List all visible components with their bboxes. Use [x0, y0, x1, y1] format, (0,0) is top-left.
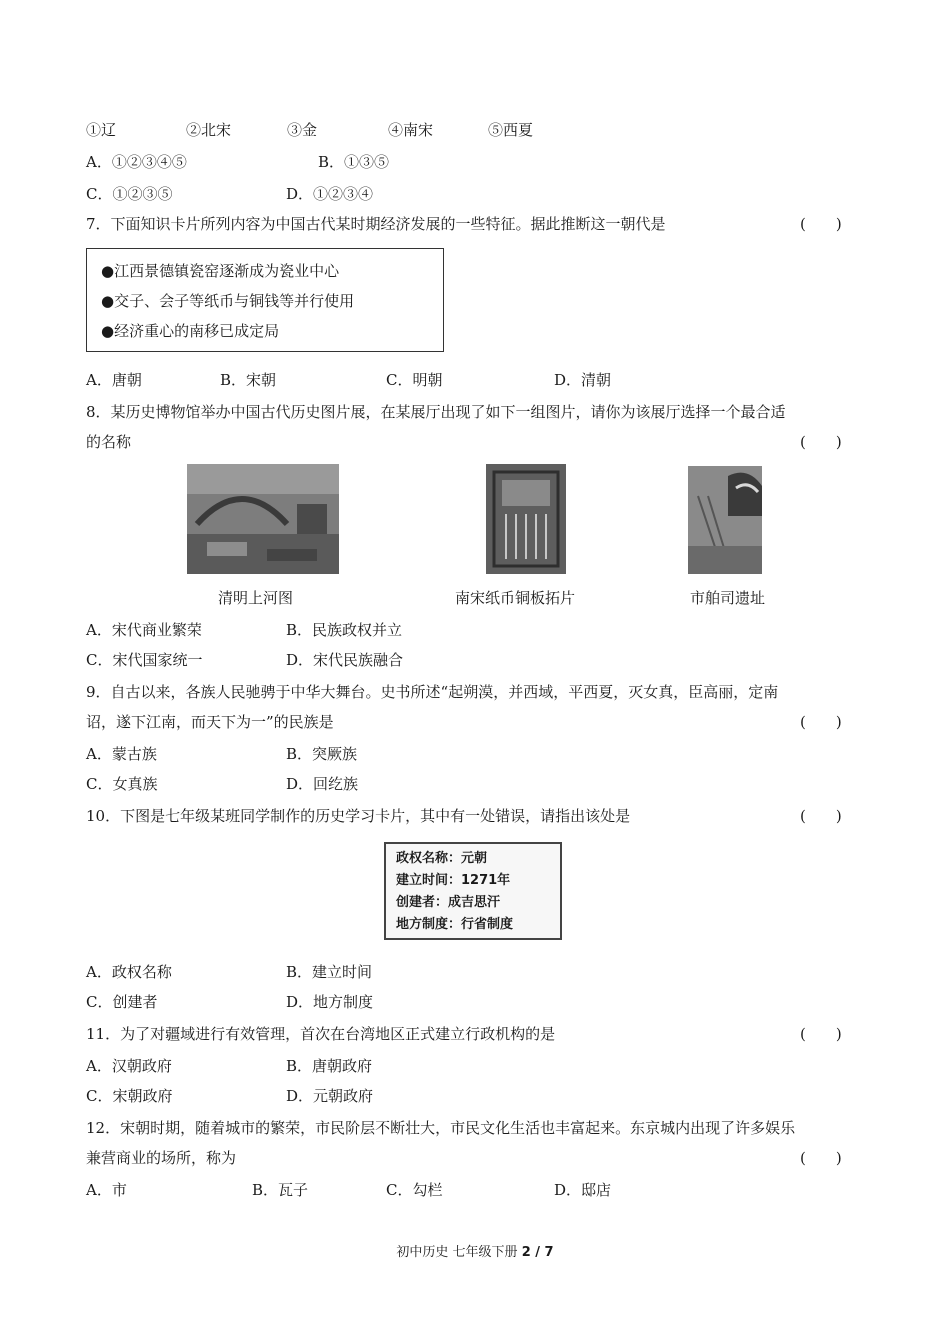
caption-qingming: 清明上河图	[218, 589, 294, 607]
q9-option-c: C．女真族	[86, 775, 158, 793]
caption-paper-money: 南宋纸币铜板拓片	[455, 589, 576, 607]
q8-option-b: B．民族政权并立	[286, 621, 403, 639]
q11-stem: 11．为了对疆域进行有效管理，首次在台湾地区正式建立行政机构的是	[86, 1025, 556, 1043]
q10-option-d: D．地方制度	[286, 993, 374, 1011]
q10-card-line-1: 政权名称：元朝	[396, 851, 488, 866]
q7-knowledge-card	[86, 248, 444, 352]
page-number: 2 / 7	[521, 1245, 554, 1260]
q11-option-a: A．汉朝政府	[86, 1057, 172, 1075]
q10-option-c: C．创建者	[86, 993, 158, 1011]
q6-item-5: ⑤西夏	[488, 121, 534, 139]
q8-option-a: A．宋代商业繁荣	[86, 621, 202, 639]
q7-card-line-3: ●经济重心的南移已成定局	[101, 322, 280, 340]
q10-option-a: A．政权名称	[86, 963, 172, 981]
q10-stem: 10．下图是七年级某班同学制作的历史学习卡片，其中有一处错误，请指出该处是	[86, 807, 631, 825]
qingming-scroll-image	[187, 464, 339, 574]
q12-answer-paren: ( )	[800, 1149, 842, 1167]
q9-stem-line-1: 9．自古以来，各族人民驰骋于中华大舞台。史书所述“起朔漠，并西域，平西夏，灭女真，臣高丽，定南	[86, 683, 779, 701]
q8-answer-paren: ( )	[800, 433, 842, 451]
q11-option-d: D．元朝政府	[286, 1087, 374, 1105]
q9-stem-line-2: 诏，遂下江南，而天下为一”的民族是	[86, 713, 334, 731]
q10-card-line-3: 创建者：成吉思汗	[396, 895, 501, 910]
q7-option-d: D．清朝	[554, 371, 612, 389]
q12-option-d: D．邸店	[554, 1181, 612, 1199]
q6-item-2: ②北宋	[186, 121, 232, 139]
q12-option-a: A．市	[86, 1181, 127, 1199]
q12-option-c: C．勾栏	[386, 1181, 443, 1199]
q7-card-line-1: ●江西景德镇瓷窑逐渐成为瓷业中心	[101, 262, 340, 280]
q10-card-line-2: 建立时间：1271年	[396, 873, 511, 888]
q7-stem: 7．下面知识卡片所列内容为中国古代某时期经济发展的一些特征。据此推断这一朝代是	[86, 215, 666, 233]
page-footer	[0, 1244, 950, 1262]
q6-option-c: C．①②③⑤	[86, 185, 173, 203]
q11-option-b: B．唐朝政府	[286, 1057, 373, 1075]
q9-answer-paren: ( )	[800, 713, 842, 731]
q12-stem-line-1: 12．宋朝时期，随着城市的繁荣，市民阶层不断壮大，市民文化生活也丰富起来。东京城内出现了许多娱乐	[86, 1119, 796, 1137]
q7-card-line-2: ●交子、会子等纸币与铜钱等并行使用	[101, 292, 355, 310]
q10-option-b: B．建立时间	[286, 963, 373, 981]
q11-answer-paren: ( )	[800, 1025, 842, 1043]
q7-option-a: A．唐朝	[86, 371, 142, 389]
q8-stem-line-2: 的名称	[86, 433, 132, 451]
q9-option-a: A．蒙古族	[86, 745, 157, 763]
q8-stem-line-1: 8．某历史博物馆举办中国古代历史图片展，在某展厅出现了如下一组图片，请你为该展厅选择一个最合适	[86, 403, 786, 421]
q7-option-b: B．宋朝	[220, 371, 277, 389]
caption-shibosi: 市舶司遗址	[690, 589, 766, 607]
paper-money-rubbing-image	[486, 464, 566, 574]
q7-option-c: C．明朝	[386, 371, 443, 389]
q6-item-4: ④南宋	[388, 121, 434, 139]
q10-card-line-4: 地方制度：行省制度	[396, 917, 514, 932]
q10-answer-paren: ( )	[800, 807, 842, 825]
q8-option-c: C．宋代国家统一	[86, 651, 203, 669]
q8-option-d: D．宋代民族融合	[286, 651, 404, 669]
q7-answer-paren: ( )	[800, 215, 842, 233]
q12-option-b: B．瓦子	[252, 1181, 309, 1199]
q6-option-b: B．①③⑤	[318, 153, 390, 171]
q9-option-d: D．回纥族	[286, 775, 359, 793]
q6-option-d: D．①②③④	[286, 185, 374, 203]
q11-option-c: C．宋朝政府	[86, 1087, 173, 1105]
q10-study-card	[384, 842, 562, 940]
q6-option-a: A．①②③④⑤	[86, 153, 187, 171]
q6-item-1: ①辽	[86, 121, 117, 139]
footer-text: 初中历史 七年级下册	[396, 1245, 518, 1260]
q9-option-b: B．突厥族	[286, 745, 358, 763]
q12-stem-line-2: 兼营商业的场所，称为	[86, 1149, 237, 1167]
q6-item-3: ③金	[287, 121, 318, 139]
shibosi-site-image	[688, 466, 762, 574]
